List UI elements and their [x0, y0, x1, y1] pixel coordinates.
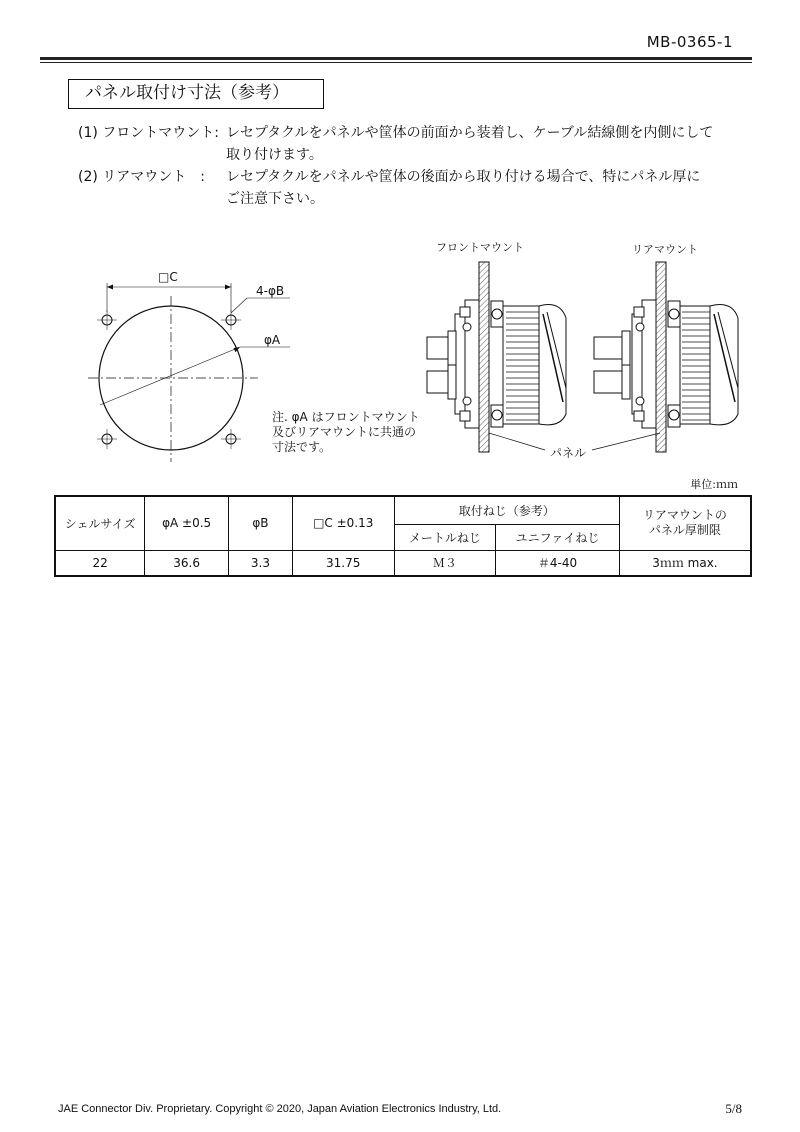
rear-mount-drawing — [594, 262, 738, 452]
front-mount-label: フロントマウント — [436, 241, 524, 254]
header-sq-c: □C ±0.13 — [292, 496, 394, 550]
cell-metric: Ｍ３ — [394, 550, 496, 576]
cell-phi-a: 36.6 — [145, 550, 229, 576]
header-rear-limit-line2: パネル厚制限 — [648, 523, 721, 538]
instruction-1-label: (1) フロントマウント: — [78, 125, 219, 141]
label-4-phi-b: 4-φB — [256, 284, 285, 298]
label-c: □C — [158, 270, 178, 284]
header-phi-b: φB — [229, 496, 293, 550]
footer-copyright: JAE Connector Div. Proprietary. Copyright © 2020, Japan Aviation Electronics Industry, Ltd. — [58, 1103, 502, 1115]
panel-cutout-drawing — [88, 283, 290, 462]
instruction-1-line2: 取り付けます。 — [226, 147, 323, 163]
header-metric: メートルねじ — [394, 524, 496, 550]
cell-shell-size: 22 — [55, 550, 145, 576]
document-number: MB-0365-1 — [646, 33, 733, 51]
cell-unified: ＃4-40 — [496, 550, 620, 576]
rear-panel — [656, 262, 666, 452]
spec-table — [54, 495, 752, 577]
unit-label: 単位:ｍｍ — [690, 478, 738, 491]
header-shell-size: シェルサイズ — [55, 496, 145, 550]
drawing-note-line1: 注. φA はフロントマウント — [272, 410, 420, 424]
header-rear-limit — [619, 496, 751, 550]
rear-mount-label: リアマウント — [632, 243, 698, 256]
instruction-2-line1: レセプタクルをパネルや筐体の後面から取り付ける場合で、特にパネル厚に — [226, 169, 701, 185]
drawing-note-line3: 寸法です。 — [272, 440, 332, 454]
header-unified: ユニファイねじ — [496, 524, 620, 550]
cell-sq-c: 31.75 — [292, 550, 394, 576]
front-mount-drawing — [427, 262, 566, 452]
drawing-note-line2: 及びリアマウントに共通の — [272, 425, 417, 439]
front-panel — [479, 262, 489, 452]
header-rear-limit-line1: リアマウントの — [642, 508, 727, 523]
panel-label: パネル — [550, 446, 587, 460]
section-title: パネル取付け寸法（参考） — [68, 79, 324, 109]
header-phi-a: φA ±0.5 — [145, 496, 229, 550]
page-number: 5/8 — [725, 1101, 742, 1116]
header-screw-group: 取付ねじ（参考） — [394, 496, 619, 524]
cell-phi-b: 3.3 — [229, 550, 293, 576]
instruction-2-label: (2) リアマウント : — [78, 169, 205, 185]
instruction-1-line1: レセプタクルをパネルや筐体の前面から装着し、ケーブル結線側を内側にして — [226, 125, 714, 141]
table-row — [55, 550, 751, 576]
instruction-2-line2: ご注意下さい。 — [226, 191, 324, 207]
label-phi-a: φA — [264, 333, 281, 347]
cell-rear-limit: 3ｍｍ max. — [619, 550, 751, 576]
